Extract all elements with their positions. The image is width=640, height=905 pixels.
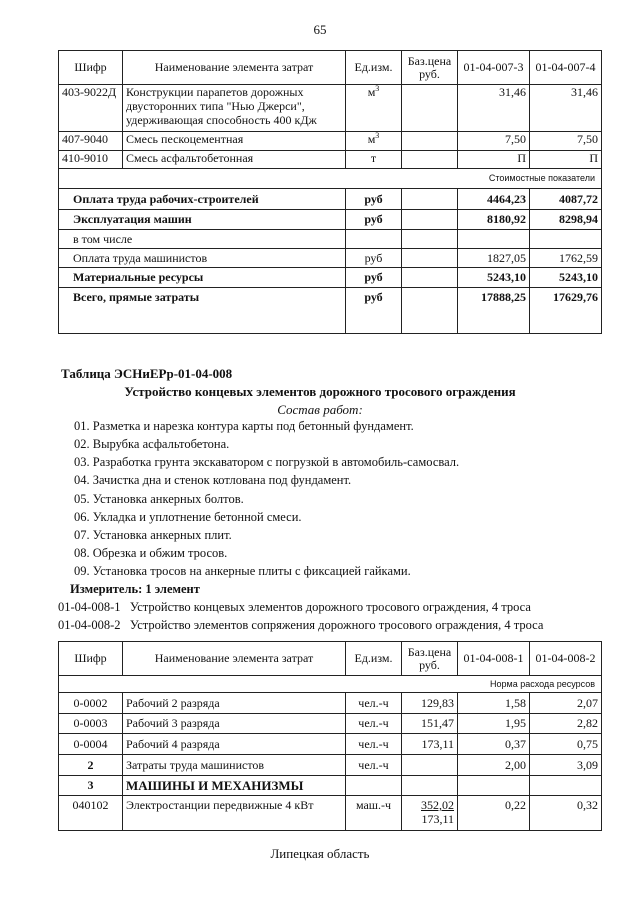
- header-col2: 01-04-008-2: [530, 642, 602, 676]
- row-value-2: 7,50: [530, 132, 602, 151]
- measure: Измеритель: 1 элемент: [70, 582, 200, 596]
- cost-unit: руб: [346, 288, 402, 334]
- row-code: 040102: [59, 796, 123, 831]
- cost-name: Эксплуатация машин: [59, 210, 346, 230]
- header-col2: 01-04-007-4: [530, 51, 602, 85]
- cost-unit: [346, 230, 402, 249]
- cost-unit: руб: [346, 249, 402, 268]
- header-name: Наименование элемента затрат: [123, 642, 346, 676]
- cost-row: [59, 268, 602, 288]
- row-unit: $м^3$: [346, 85, 402, 132]
- row-unit: $м^3$: [346, 132, 402, 151]
- cost-value-1: 4464,23: [458, 189, 530, 210]
- header-base-price: Баз.цена руб.: [402, 642, 458, 676]
- cost-row: [59, 230, 602, 249]
- cost-base: [402, 230, 458, 249]
- cost-unit: руб: [346, 268, 402, 288]
- row-value-1: 7,50: [458, 132, 530, 151]
- header-col1: 01-04-008-1: [458, 642, 530, 676]
- row-name: Смесь пескоцементная: [123, 132, 346, 151]
- table-row: [59, 776, 602, 796]
- row-value-2: 0,32: [530, 796, 602, 831]
- cost-value-1: 17888,25: [458, 288, 530, 334]
- table-row: [59, 734, 602, 755]
- row-unit: т: [346, 151, 402, 169]
- cost-name: Оплата труда машинистов: [59, 249, 346, 268]
- header-code: Шифр: [59, 642, 123, 676]
- cost-unit: руб: [346, 189, 402, 210]
- row-name: Рабочий 3 разряда: [123, 714, 346, 734]
- row-base: 173,11: [402, 734, 458, 755]
- cost-row: [59, 288, 602, 334]
- row-value-1: П: [458, 151, 530, 169]
- row-value-2: [530, 776, 602, 796]
- row-unit: чел.-ч: [346, 693, 402, 714]
- row-code: 407-9040: [59, 132, 123, 151]
- norm-section-row: [59, 676, 602, 693]
- row-code: 403-9022Д: [59, 85, 123, 132]
- row-code: 0-0003: [59, 714, 123, 734]
- row-base: [402, 151, 458, 169]
- header-base-price: Баз.цена руб.: [402, 51, 458, 85]
- row-base: [402, 132, 458, 151]
- cost-value-2: 17629,76: [530, 288, 602, 334]
- row-value-2: 31,46: [530, 85, 602, 132]
- row-base-price-2: 173,11: [421, 812, 454, 826]
- item-text: Устройство концевых элементов дорожного тросового ограждения, 4 троса: [129, 600, 531, 614]
- item-line: [58, 600, 531, 615]
- row-base: [402, 776, 458, 796]
- row-value-1: 1,58: [458, 693, 530, 714]
- header-col1: 01-04-007-3: [458, 51, 530, 85]
- row-base-price-1: 352,02: [421, 798, 454, 812]
- cost-value-2: [530, 230, 602, 249]
- item-code: 01-04-008-2: [58, 618, 121, 632]
- row-base: [402, 796, 458, 831]
- row-unit: маш.-ч: [346, 796, 402, 831]
- work-item: 03. Разработка грунта экскаватором с погрузкой в автомобиль-самосвал.: [74, 455, 460, 469]
- work-item: 06. Укладка и уплотнение бетонной смеси.: [74, 510, 302, 524]
- cost-value-1: 8180,92: [458, 210, 530, 230]
- cost-base: [402, 249, 458, 268]
- cost-value-2: 8298,94: [530, 210, 602, 230]
- row-value-2: 0,75: [530, 734, 602, 755]
- row-name: МАШИНЫ И МЕХАНИЗМЫ: [123, 776, 346, 796]
- table-row: [59, 796, 602, 831]
- row-base: [402, 755, 458, 776]
- item-line: [58, 618, 543, 633]
- work-item: 01. Разметка и нарезка контура карты под бетонный фундамент.: [74, 419, 414, 433]
- table-row: [59, 714, 602, 734]
- cost-value-2: 1762,59: [530, 249, 602, 268]
- row-base: [402, 85, 458, 132]
- resource-table-008: [58, 641, 602, 831]
- row-value-1: 1,95: [458, 714, 530, 734]
- table-row: [59, 132, 602, 151]
- row-code: 2: [59, 755, 123, 776]
- work-item: 02. Вырубка асфальтобетона.: [74, 437, 230, 451]
- cost-value-1: 1827,05: [458, 249, 530, 268]
- cost-base: [402, 189, 458, 210]
- table-label: Таблица ЭСНиЕРр-01-04-008: [61, 366, 233, 381]
- section-title: Устройство концевых элементов дорожного тросового ограждения: [124, 384, 516, 399]
- page-number: 65: [313, 22, 327, 37]
- row-name: Конструкции парапетов дорожных двусторонних типа "Нью Джерси", удерживающая способность 400 кДж: [123, 85, 346, 132]
- header-unit: Ед.изм.: [346, 51, 402, 85]
- table-header-row: [59, 51, 602, 85]
- work-item: 07. Установка анкерных плит.: [74, 528, 232, 542]
- table-row: [59, 85, 602, 132]
- cost-value-1: [458, 230, 530, 249]
- header-code: Шифр: [59, 51, 123, 85]
- cost-base: [402, 210, 458, 230]
- row-name: Электростанции передвижные 4 кВт: [123, 796, 346, 831]
- cost-row: [59, 249, 602, 268]
- row-unit: чел.-ч: [346, 714, 402, 734]
- cost-value-2: 4087,72: [530, 189, 602, 210]
- row-unit: [346, 776, 402, 796]
- row-code: 0-0004: [59, 734, 123, 755]
- row-value-1: 0,22: [458, 796, 530, 831]
- table-header-row: [59, 642, 602, 676]
- cost-name: Оплата труда рабочих-строителей: [59, 189, 346, 210]
- cost-value-1: 5243,10: [458, 268, 530, 288]
- resource-table-007: [58, 50, 602, 334]
- work-item: 05. Установка анкерных болтов.: [74, 492, 244, 506]
- work-item: 08. Обрезка и обжим тросов.: [74, 546, 228, 560]
- row-value-1: [458, 776, 530, 796]
- row-name: Рабочий 2 разряда: [123, 693, 346, 714]
- row-value-2: П: [530, 151, 602, 169]
- row-name: Затраты труда машинистов: [123, 755, 346, 776]
- header-unit: Ед.изм.: [346, 642, 402, 676]
- row-name: Смесь асфальтобетонная: [123, 151, 346, 169]
- cost-base: [402, 288, 458, 334]
- row-code: 3: [59, 776, 123, 796]
- row-code: 410-9010: [59, 151, 123, 169]
- cost-row: [59, 189, 602, 210]
- cost-unit: руб: [346, 210, 402, 230]
- row-base: 129,83: [402, 693, 458, 714]
- row-value-1: 31,46: [458, 85, 530, 132]
- row-value-2: 2,07: [530, 693, 602, 714]
- cost-value-2: 5243,10: [530, 268, 602, 288]
- norm-section-label: Норма расхода ресурсов: [59, 676, 602, 693]
- row-unit: чел.-ч: [346, 734, 402, 755]
- table-row: [59, 693, 602, 714]
- row-name: Рабочий 4 разряда: [123, 734, 346, 755]
- footer-region: Липецкая область: [270, 846, 370, 861]
- cost-base: [402, 268, 458, 288]
- table-row: [59, 755, 602, 776]
- header-name: Наименование элемента затрат: [123, 51, 346, 85]
- item-text: Устройство элементов сопряжения дорожного тросового ограждения, 4 троса: [129, 618, 544, 632]
- cost-section-row: [59, 169, 602, 189]
- row-value-1: 2,00: [458, 755, 530, 776]
- works-heading: Состав работ:: [277, 402, 363, 417]
- cost-row: [59, 210, 602, 230]
- row-value-2: 2,82: [530, 714, 602, 734]
- item-code: 01-04-008-1: [58, 600, 121, 614]
- table-row: [59, 151, 602, 169]
- row-value-2: 3,09: [530, 755, 602, 776]
- cost-name: Всего, прямые затраты: [59, 288, 346, 334]
- cost-name: Материальные ресурсы: [59, 268, 346, 288]
- row-base: 151,47: [402, 714, 458, 734]
- cost-section-label: Стоимостные показатели: [59, 169, 602, 189]
- row-unit: чел.-ч: [346, 755, 402, 776]
- work-item: 09. Установка тросов на анкерные плиты с фиксацией гайками.: [74, 564, 411, 578]
- row-value-1: 0,37: [458, 734, 530, 755]
- work-item: 04. Зачистка дна и стенок котлована под фундамент.: [74, 473, 352, 487]
- row-code: 0-0002: [59, 693, 123, 714]
- cost-name: в том числе: [59, 230, 346, 249]
